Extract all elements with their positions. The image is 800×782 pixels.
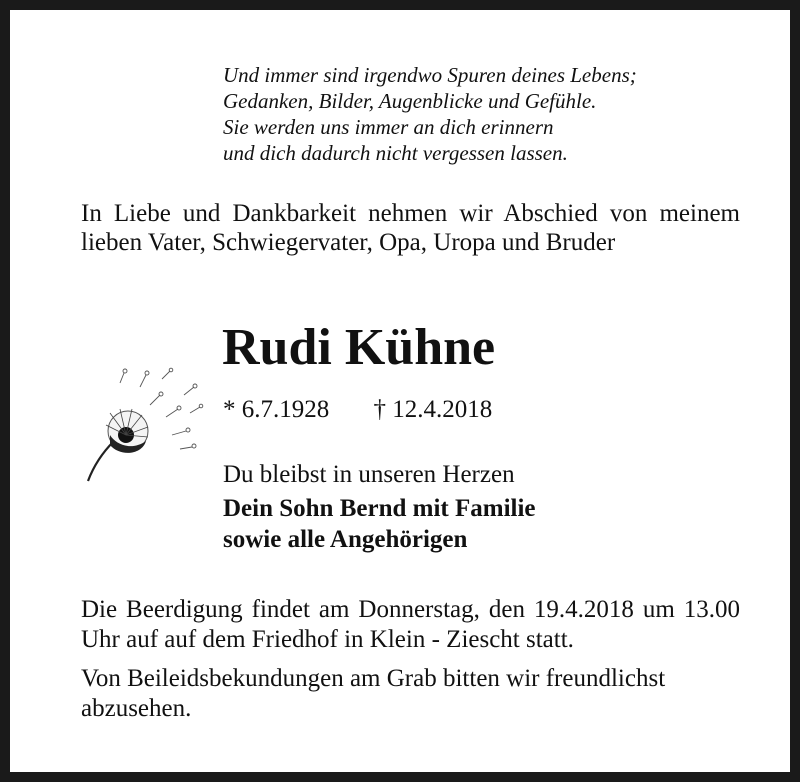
verse-line: Gedanken, Bilder, Augenblicke und Gefühle. [223,89,597,113]
verse-line: Und immer sind irgendwo Spuren deines Lebens; [223,63,637,87]
verse-line: und dich dadurch nicht vergessen lassen. [223,141,568,165]
memorial-verse [223,62,637,166]
farewell-line: Du bleibst in unseren Herzen [223,461,515,488]
dandelion-icon [80,365,205,485]
condolence-note: Von Beileidsbekundungen am Grab bitten wir freundlichst abzusehen. [81,665,666,722]
life-dates [223,395,492,425]
funeral-info: Die Beerdigung findet am Donnerstag, den 19.4.2018 um 13.00 Uhr auf auf dem Friedhof in Klein - Ziescht statt. [81,596,740,653]
birth-date: * 6.7.1928 [223,396,330,423]
family-line: Dein Sohn Bernd mit Familie [223,495,536,522]
family-signature [223,493,536,555]
family-line: sowie alle Angehörigen [223,526,468,553]
death-date: † 12.4.2018 [373,396,493,423]
intro-text: In Liebe und Dankbarkeit nehmen wir Abschied von meinem lieben Vater, Schwiegervater, Opa, Uropa und Bruder [81,200,740,256]
verse-line: Sie werden uns immer an dich erinnern [223,115,554,139]
deceased-name: Rudi Kühne [222,319,496,376]
